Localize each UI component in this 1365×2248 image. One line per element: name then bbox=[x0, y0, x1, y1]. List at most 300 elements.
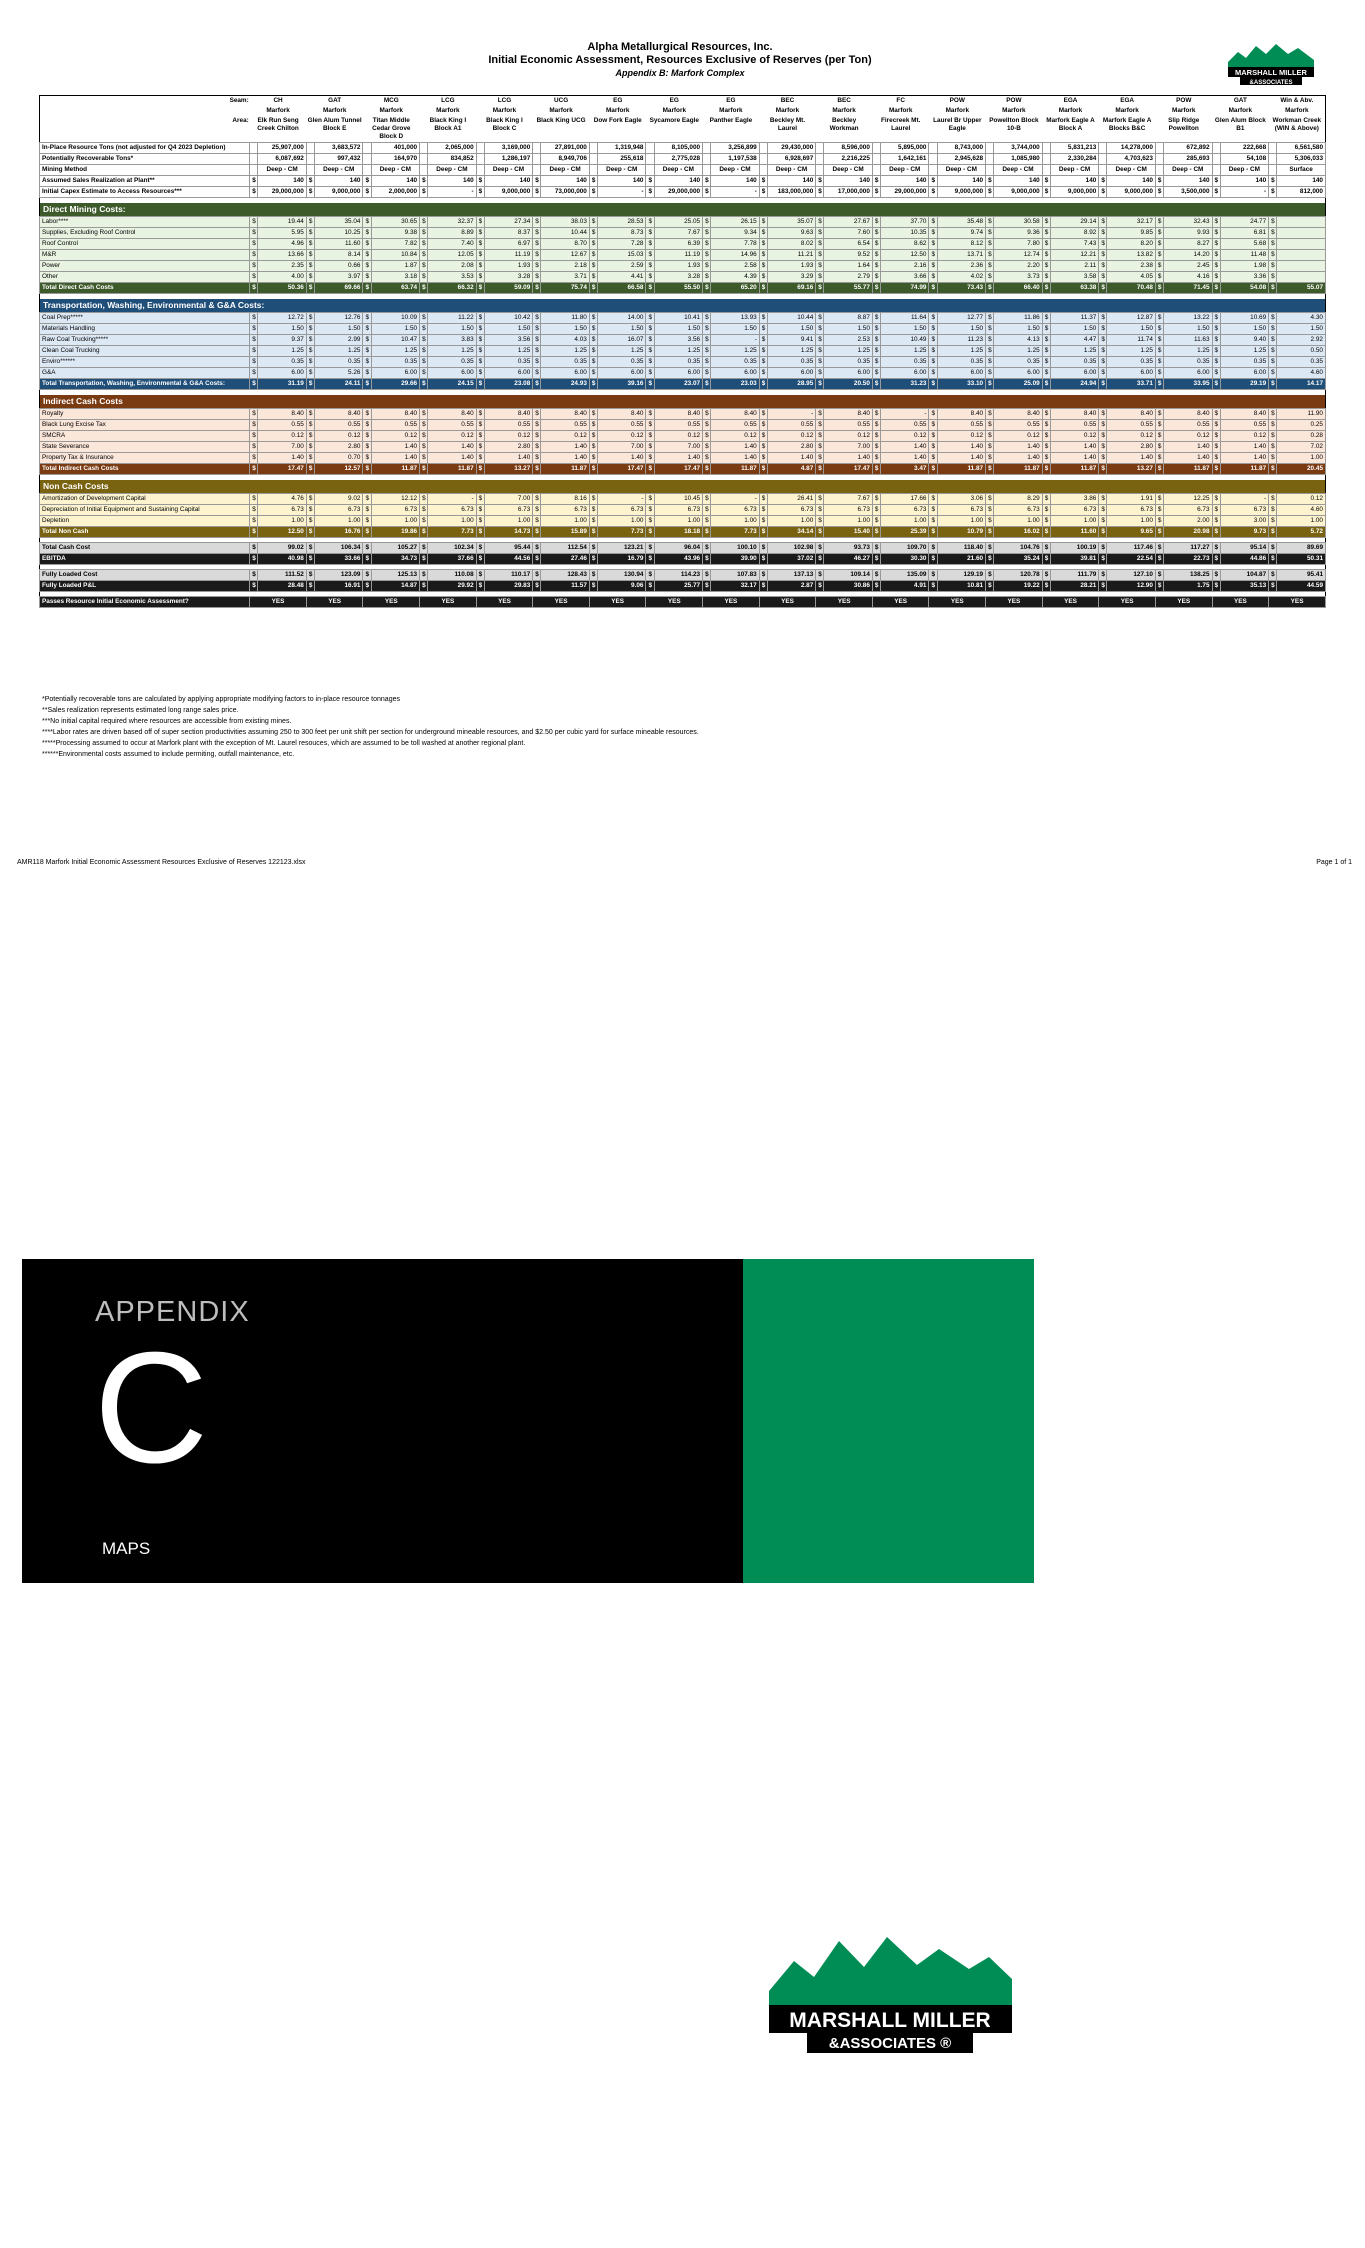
value-cell: 1.00 bbox=[824, 516, 873, 527]
pass-value: YES bbox=[363, 597, 420, 608]
currency-symbol bbox=[1155, 143, 1163, 154]
value-cell: 54,108 bbox=[1220, 154, 1269, 165]
currency-symbol: $ bbox=[646, 283, 654, 294]
currency-symbol: $ bbox=[533, 313, 541, 324]
currency-symbol: $ bbox=[589, 464, 597, 475]
currency-symbol: $ bbox=[589, 543, 597, 554]
row-label: Passes Resource Initial Economic Assessment? bbox=[40, 597, 250, 608]
value-cell: 4.47 bbox=[1050, 335, 1099, 346]
currency-symbol: $ bbox=[1155, 516, 1163, 527]
header-label: Seam: bbox=[229, 97, 249, 104]
section-header bbox=[40, 395, 1326, 409]
report-title-block bbox=[300, 41, 1060, 80]
currency-symbol: $ bbox=[363, 379, 371, 390]
value-cell: 109.70 bbox=[880, 543, 929, 554]
currency-symbol: $ bbox=[533, 239, 541, 250]
value-cell: 20.98 bbox=[1164, 527, 1213, 538]
value-cell: 9.85 bbox=[1107, 228, 1156, 239]
value-cell: Deep - CM bbox=[880, 165, 929, 176]
cost-row bbox=[40, 346, 1326, 357]
value-cell: 13.27 bbox=[1107, 464, 1156, 475]
value-cell: 17,000,000 bbox=[824, 187, 873, 198]
currency-symbol: $ bbox=[1212, 261, 1220, 272]
currency-symbol: $ bbox=[250, 409, 258, 420]
svg-text:&ASSOCIATES ®: &ASSOCIATES ® bbox=[828, 2035, 952, 2052]
currency-symbol: $ bbox=[306, 324, 314, 335]
currency-symbol bbox=[533, 143, 541, 154]
value-cell: 1.25 bbox=[428, 346, 477, 357]
value-cell bbox=[1277, 272, 1326, 283]
currency-symbol: $ bbox=[420, 379, 428, 390]
value-cell: 11.86 bbox=[994, 313, 1043, 324]
currency-symbol: $ bbox=[1269, 431, 1277, 442]
value-cell bbox=[1277, 261, 1326, 272]
pass-value: YES bbox=[872, 597, 929, 608]
value-cell: 1.25 bbox=[314, 346, 363, 357]
currency-symbol: $ bbox=[1155, 272, 1163, 283]
currency-symbol: $ bbox=[1042, 228, 1050, 239]
loaded-row bbox=[40, 570, 1326, 581]
currency-symbol: $ bbox=[533, 379, 541, 390]
currency-symbol: $ bbox=[250, 187, 258, 198]
currency-symbol: $ bbox=[759, 581, 767, 592]
currency-symbol: $ bbox=[986, 494, 994, 505]
currency-symbol: $ bbox=[703, 250, 711, 261]
value-cell bbox=[1277, 239, 1326, 250]
currency-symbol: $ bbox=[816, 527, 824, 538]
currency-symbol: $ bbox=[306, 442, 314, 453]
currency-symbol: $ bbox=[646, 581, 654, 592]
currency-symbol bbox=[1042, 154, 1050, 165]
currency-symbol: $ bbox=[703, 527, 711, 538]
value-cell: 69.16 bbox=[767, 283, 816, 294]
value-cell: 99.02 bbox=[258, 543, 307, 554]
mine-name: Marfork bbox=[1058, 107, 1083, 114]
value-cell: 8,743,000 bbox=[937, 143, 986, 154]
value-cell: 29.14 bbox=[1050, 217, 1099, 228]
currency-symbol: $ bbox=[1212, 505, 1220, 516]
currency-symbol: $ bbox=[533, 543, 541, 554]
currency-symbol: $ bbox=[306, 261, 314, 272]
currency-symbol: $ bbox=[703, 368, 711, 379]
value-cell: 35.48 bbox=[937, 217, 986, 228]
area-name: Beckley Workman bbox=[829, 117, 859, 132]
currency-symbol bbox=[646, 154, 654, 165]
value-cell: 2.53 bbox=[824, 335, 873, 346]
currency-symbol: $ bbox=[1155, 313, 1163, 324]
value-cell: 1.93 bbox=[767, 261, 816, 272]
currency-symbol: $ bbox=[1155, 346, 1163, 357]
seam-code: UCG bbox=[553, 97, 569, 104]
currency-symbol bbox=[646, 143, 654, 154]
value-cell: 3.28 bbox=[654, 272, 703, 283]
currency-symbol: $ bbox=[250, 324, 258, 335]
value-cell: 8.16 bbox=[541, 494, 590, 505]
value-cell: 2.79 bbox=[824, 272, 873, 283]
value-cell: 6.00 bbox=[541, 368, 590, 379]
currency-symbol: $ bbox=[1155, 261, 1163, 272]
currency-symbol: $ bbox=[986, 570, 994, 581]
currency-symbol: $ bbox=[420, 494, 428, 505]
value-cell: 8.40 bbox=[711, 409, 760, 420]
currency-symbol: $ bbox=[420, 464, 428, 475]
value-cell: 3.29 bbox=[767, 272, 816, 283]
area-name: Laurel Br Upper Eagle bbox=[933, 117, 982, 132]
currency-symbol: $ bbox=[1212, 346, 1220, 357]
currency-symbol bbox=[533, 154, 541, 165]
value-cell: 54.08 bbox=[1220, 283, 1269, 294]
currency-symbol: $ bbox=[1155, 379, 1163, 390]
currency-symbol: $ bbox=[929, 346, 937, 357]
value-cell: 70.48 bbox=[1107, 283, 1156, 294]
value-cell: 8,596,000 bbox=[824, 143, 873, 154]
currency-symbol: $ bbox=[476, 431, 484, 442]
value-cell: 3.56 bbox=[654, 335, 703, 346]
currency-symbol: $ bbox=[759, 420, 767, 431]
row-label: Depletion bbox=[40, 516, 250, 527]
currency-symbol: $ bbox=[816, 324, 824, 335]
value-cell: 1.00 bbox=[314, 516, 363, 527]
currency-symbol: $ bbox=[589, 357, 597, 368]
currency-symbol: $ bbox=[646, 442, 654, 453]
currency-symbol: $ bbox=[250, 570, 258, 581]
value-cell: 1.50 bbox=[824, 324, 873, 335]
value-cell: 3.53 bbox=[428, 272, 477, 283]
value-cell: 11.87 bbox=[711, 464, 760, 475]
value-cell: Deep - CM bbox=[1164, 165, 1213, 176]
company-name: Alpha Metallurgical Resources, Inc. bbox=[587, 41, 773, 53]
currency-symbol: $ bbox=[533, 570, 541, 581]
currency-symbol: $ bbox=[363, 554, 371, 565]
currency-symbol: $ bbox=[872, 409, 880, 420]
value-cell: 11.87 bbox=[1220, 464, 1269, 475]
section-header bbox=[40, 203, 1326, 217]
value-cell: 2,945,628 bbox=[937, 154, 986, 165]
value-cell: 2.08 bbox=[428, 261, 477, 272]
mine-name: Marfork bbox=[492, 107, 517, 114]
currency-symbol: $ bbox=[929, 228, 937, 239]
currency-symbol bbox=[250, 165, 258, 176]
currency-symbol: $ bbox=[420, 239, 428, 250]
value-cell: 7.78 bbox=[711, 239, 760, 250]
value-cell: 29,000,000 bbox=[258, 187, 307, 198]
pass-value: YES bbox=[533, 597, 590, 608]
currency-symbol: $ bbox=[589, 239, 597, 250]
value-cell: 0.12 bbox=[314, 431, 363, 442]
value-cell: 25.05 bbox=[654, 217, 703, 228]
value-cell: 14.87 bbox=[371, 581, 420, 592]
value-cell: Deep - CM bbox=[824, 165, 873, 176]
currency-symbol: $ bbox=[1099, 442, 1107, 453]
currency-symbol: $ bbox=[589, 346, 597, 357]
value-cell: Deep - CM bbox=[484, 165, 533, 176]
currency-symbol bbox=[420, 154, 428, 165]
value-cell: 9.73 bbox=[1220, 527, 1269, 538]
currency-symbol bbox=[363, 143, 371, 154]
value-cell: 6.97 bbox=[484, 239, 533, 250]
currency-symbol: $ bbox=[363, 187, 371, 198]
currency-symbol bbox=[929, 154, 937, 165]
currency-symbol: $ bbox=[589, 324, 597, 335]
currency-symbol: $ bbox=[250, 431, 258, 442]
currency-symbol: $ bbox=[759, 346, 767, 357]
currency-symbol: $ bbox=[1269, 335, 1277, 346]
currency-symbol: $ bbox=[306, 409, 314, 420]
currency-symbol: $ bbox=[759, 442, 767, 453]
currency-symbol bbox=[1042, 143, 1050, 154]
value-cell: 13.22 bbox=[1164, 313, 1213, 324]
currency-symbol: $ bbox=[986, 554, 994, 565]
value-cell: - bbox=[428, 187, 477, 198]
currency-symbol: $ bbox=[250, 228, 258, 239]
value-cell: 9.65 bbox=[1107, 527, 1156, 538]
value-cell: 0.55 bbox=[1050, 420, 1099, 431]
currency-symbol bbox=[306, 165, 314, 176]
area-name: Dow Fork Eagle bbox=[593, 117, 642, 124]
value-cell: 0.12 bbox=[767, 431, 816, 442]
currency-symbol: $ bbox=[646, 261, 654, 272]
value-cell: 17.66 bbox=[880, 494, 929, 505]
value-cell: 32.43 bbox=[1164, 217, 1213, 228]
cost-row bbox=[40, 239, 1326, 250]
value-cell: 9.36 bbox=[994, 228, 1043, 239]
currency-symbol: $ bbox=[420, 335, 428, 346]
currency-symbol: $ bbox=[929, 283, 937, 294]
value-cell: 66.32 bbox=[428, 283, 477, 294]
value-cell: 1.50 bbox=[937, 324, 986, 335]
pass-value: YES bbox=[1042, 597, 1099, 608]
value-cell: 0.35 bbox=[1164, 357, 1213, 368]
pass-value: YES bbox=[646, 597, 703, 608]
currency-symbol: $ bbox=[1042, 357, 1050, 368]
currency-symbol: $ bbox=[363, 324, 371, 335]
value-cell: 71.45 bbox=[1164, 283, 1213, 294]
value-cell: - bbox=[711, 187, 760, 198]
value-cell: 1.40 bbox=[880, 442, 929, 453]
seam-code: GAT bbox=[1233, 97, 1247, 104]
currency-symbol: $ bbox=[759, 217, 767, 228]
currency-symbol: $ bbox=[306, 313, 314, 324]
value-cell: 25.09 bbox=[994, 379, 1043, 390]
summary-row bbox=[40, 165, 1326, 176]
section-title: Transportation, Washing, Environmental & G&A Costs: bbox=[40, 299, 1326, 313]
value-cell: 73.43 bbox=[937, 283, 986, 294]
currency-symbol: $ bbox=[1099, 228, 1107, 239]
value-cell: 12.21 bbox=[1050, 250, 1099, 261]
value-cell: 140 bbox=[937, 176, 986, 187]
seam-code: POW bbox=[1176, 97, 1192, 104]
currency-symbol: $ bbox=[420, 543, 428, 554]
value-cell: 4.39 bbox=[711, 272, 760, 283]
value-cell: 2.80 bbox=[1107, 442, 1156, 453]
currency-symbol: $ bbox=[363, 261, 371, 272]
value-cell: 10.49 bbox=[880, 335, 929, 346]
currency-symbol: $ bbox=[1269, 379, 1277, 390]
currency-symbol: $ bbox=[1212, 453, 1220, 464]
value-cell: 66.40 bbox=[994, 283, 1043, 294]
value-cell: 10.84 bbox=[371, 250, 420, 261]
mine-name: Marfork bbox=[605, 107, 630, 114]
currency-symbol: $ bbox=[306, 379, 314, 390]
value-cell: 93.73 bbox=[824, 543, 873, 554]
value-cell: 135.09 bbox=[880, 570, 929, 581]
value-cell: 6.73 bbox=[371, 505, 420, 516]
value-cell: 140 bbox=[1164, 176, 1213, 187]
value-cell: 1.40 bbox=[711, 453, 760, 464]
currency-symbol: $ bbox=[306, 543, 314, 554]
value-cell: 18.18 bbox=[654, 527, 703, 538]
currency-symbol: $ bbox=[476, 442, 484, 453]
value-cell: 29,000,000 bbox=[880, 187, 929, 198]
value-cell: 12.74 bbox=[994, 250, 1043, 261]
currency-symbol: $ bbox=[703, 335, 711, 346]
value-cell: 1.25 bbox=[484, 346, 533, 357]
value-cell: 8.40 bbox=[937, 409, 986, 420]
value-cell: 7.73 bbox=[597, 527, 646, 538]
value-cell: 140 bbox=[484, 176, 533, 187]
currency-symbol: $ bbox=[1212, 570, 1220, 581]
currency-symbol: $ bbox=[250, 272, 258, 283]
mine-name: Marfork bbox=[1228, 107, 1253, 114]
seam-code: EG bbox=[726, 97, 736, 104]
value-cell bbox=[1277, 217, 1326, 228]
value-cell: 2.16 bbox=[880, 261, 929, 272]
currency-symbol: $ bbox=[646, 464, 654, 475]
value-cell: 5.72 bbox=[1277, 527, 1326, 538]
currency-symbol: $ bbox=[1099, 176, 1107, 187]
value-cell: 1.40 bbox=[937, 453, 986, 464]
currency-symbol: $ bbox=[646, 176, 654, 187]
currency-symbol: $ bbox=[306, 368, 314, 379]
value-cell: 1.50 bbox=[484, 324, 533, 335]
seam-code: BEC bbox=[780, 97, 795, 104]
currency-symbol: $ bbox=[986, 543, 994, 554]
value-cell: 6.73 bbox=[541, 505, 590, 516]
currency-symbol bbox=[872, 154, 880, 165]
value-cell: 1.87 bbox=[371, 261, 420, 272]
currency-symbol: $ bbox=[363, 570, 371, 581]
currency-symbol bbox=[1212, 154, 1220, 165]
value-cell: 140 bbox=[824, 176, 873, 187]
value-cell: 2,775,028 bbox=[654, 154, 703, 165]
value-cell: Deep - CM bbox=[428, 165, 477, 176]
currency-symbol: $ bbox=[589, 176, 597, 187]
currency-symbol: $ bbox=[703, 217, 711, 228]
value-cell: 23.08 bbox=[484, 379, 533, 390]
value-cell: 117.46 bbox=[1107, 543, 1156, 554]
value-cell: 0.12 bbox=[994, 431, 1043, 442]
value-cell: 19.22 bbox=[994, 581, 1043, 592]
value-cell: 812,000 bbox=[1277, 187, 1326, 198]
value-cell: 2.80 bbox=[314, 442, 363, 453]
value-cell: 74.99 bbox=[880, 283, 929, 294]
header-row-code bbox=[40, 96, 1326, 107]
value-cell: 0.35 bbox=[880, 357, 929, 368]
value-cell: 1.00 bbox=[371, 516, 420, 527]
value-cell: 0.12 bbox=[1107, 431, 1156, 442]
value-cell: 137.13 bbox=[767, 570, 816, 581]
area-name: Beckley Mt. Laurel bbox=[769, 117, 806, 132]
currency-symbol: $ bbox=[250, 453, 258, 464]
value-cell: 9.38 bbox=[371, 228, 420, 239]
value-cell: 20.45 bbox=[1277, 464, 1326, 475]
value-cell: 1.00 bbox=[937, 516, 986, 527]
currency-symbol: $ bbox=[703, 505, 711, 516]
currency-symbol: $ bbox=[250, 283, 258, 294]
currency-symbol: $ bbox=[646, 250, 654, 261]
currency-symbol: $ bbox=[533, 357, 541, 368]
seam-code: Win & Abv. bbox=[1280, 97, 1314, 104]
currency-symbol: $ bbox=[929, 431, 937, 442]
value-cell: 0.12 bbox=[1164, 431, 1213, 442]
value-cell: 8.20 bbox=[1107, 239, 1156, 250]
row-label: Enviro****** bbox=[40, 357, 250, 368]
value-cell: 29.19 bbox=[1220, 379, 1269, 390]
value-cell: 13.71 bbox=[937, 250, 986, 261]
value-cell: 22.54 bbox=[1107, 554, 1156, 565]
value-cell: 12.90 bbox=[1107, 581, 1156, 592]
currency-symbol: $ bbox=[1212, 324, 1220, 335]
currency-symbol: $ bbox=[476, 409, 484, 420]
currency-symbol: $ bbox=[1042, 516, 1050, 527]
currency-symbol: $ bbox=[872, 313, 880, 324]
currency-symbol bbox=[1042, 165, 1050, 176]
value-cell: 9.37 bbox=[258, 335, 307, 346]
value-cell: 6.73 bbox=[1107, 505, 1156, 516]
value-cell: 164,970 bbox=[371, 154, 420, 165]
value-cell: 30.65 bbox=[371, 217, 420, 228]
area-name: Marfork Eagle A Block A bbox=[1046, 117, 1095, 132]
currency-symbol: $ bbox=[533, 368, 541, 379]
currency-symbol: $ bbox=[929, 187, 937, 198]
value-cell: 0.35 bbox=[654, 357, 703, 368]
value-cell: - bbox=[767, 409, 816, 420]
currency-symbol: $ bbox=[1212, 239, 1220, 250]
currency-symbol: $ bbox=[872, 464, 880, 475]
value-cell: 33.71 bbox=[1107, 379, 1156, 390]
currency-symbol: $ bbox=[1099, 516, 1107, 527]
value-cell: 8.70 bbox=[541, 239, 590, 250]
value-cell: 100.19 bbox=[1050, 543, 1099, 554]
section-title: Direct Mining Costs: bbox=[40, 203, 1326, 217]
currency-symbol: $ bbox=[1212, 176, 1220, 187]
currency-symbol: $ bbox=[816, 581, 824, 592]
value-cell: 8.40 bbox=[314, 409, 363, 420]
value-cell: 3.97 bbox=[314, 272, 363, 283]
value-cell: 1.25 bbox=[258, 346, 307, 357]
currency-symbol: $ bbox=[872, 442, 880, 453]
value-cell: 9.02 bbox=[314, 494, 363, 505]
value-cell: 3.36 bbox=[1220, 272, 1269, 283]
currency-symbol: $ bbox=[986, 409, 994, 420]
value-cell: 9,000,000 bbox=[994, 187, 1043, 198]
currency-symbol: $ bbox=[306, 283, 314, 294]
value-cell: 0.35 bbox=[428, 357, 477, 368]
currency-symbol: $ bbox=[306, 516, 314, 527]
currency-symbol: $ bbox=[816, 176, 824, 187]
section-total-row bbox=[40, 527, 1326, 538]
value-cell: 0.12 bbox=[824, 431, 873, 442]
value-cell: 2.20 bbox=[994, 261, 1043, 272]
value-cell: 672,892 bbox=[1164, 143, 1213, 154]
value-cell: 7.60 bbox=[824, 228, 873, 239]
value-cell: 2.38 bbox=[1107, 261, 1156, 272]
currency-symbol: $ bbox=[872, 357, 880, 368]
value-cell: 0.35 bbox=[824, 357, 873, 368]
value-cell: 123.09 bbox=[314, 570, 363, 581]
value-cell: 28.48 bbox=[258, 581, 307, 592]
value-cell: 8.40 bbox=[994, 409, 1043, 420]
